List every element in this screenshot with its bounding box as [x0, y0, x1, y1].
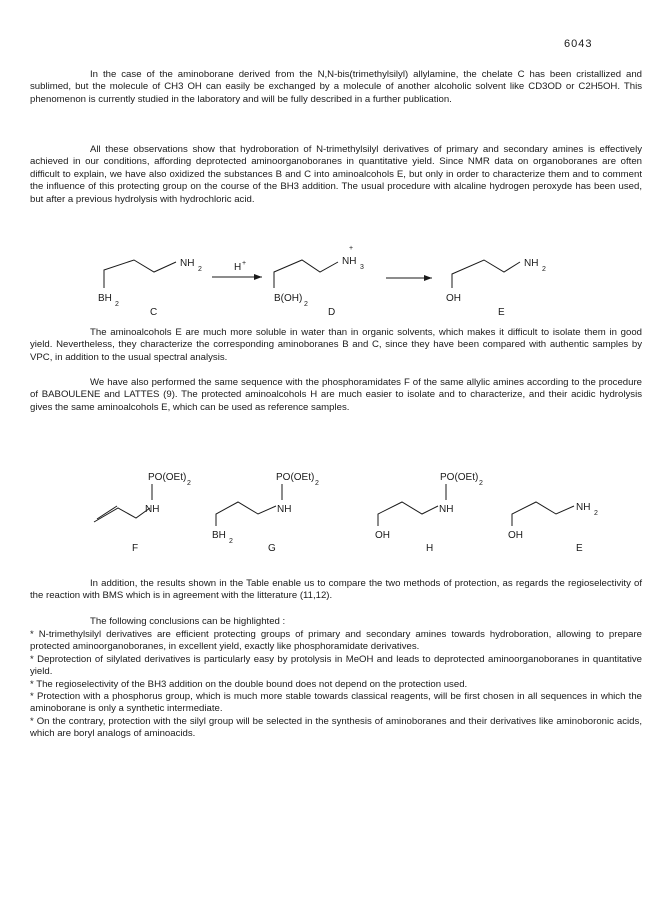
- c-boron-group: BH: [98, 293, 112, 304]
- paragraph-conclusions-intro: The following conclusions can be highlighted :: [90, 616, 286, 627]
- label-e-reference: E: [576, 543, 583, 554]
- label-d: D: [328, 307, 336, 318]
- conclusion-item: * Protection with a phosphorus group, which is much more stable towards classical reagents, will be first chosen in all sequences in which the aminoborane is only a synthetic intermediate.: [30, 691, 642, 716]
- arrowhead-2: [424, 275, 432, 281]
- e-ref-amine-group: NH: [576, 502, 591, 513]
- label-g: G: [268, 543, 276, 554]
- d-boron-group: B(OH): [274, 293, 303, 304]
- d-ammonium-charge: +: [349, 245, 354, 252]
- h-nh: NH: [439, 504, 454, 515]
- g-phosphoryl-group: PO(OEt): [276, 472, 315, 483]
- label-e: E: [498, 307, 505, 318]
- h-phosphoryl-subscript: 2: [479, 480, 483, 487]
- reagent-charge: +: [242, 260, 247, 267]
- g-phosphoryl-subscript: 2: [315, 480, 319, 487]
- structure-h: [378, 484, 446, 526]
- d-boron-subscript: 2: [304, 301, 308, 308]
- structure-e: [452, 260, 520, 288]
- g-boron-group: BH: [212, 530, 226, 541]
- e-amine-subscript: 2: [542, 266, 546, 273]
- structure-d: [274, 260, 338, 288]
- d-ammonium-subscript: 3: [360, 264, 364, 271]
- h-phosphoryl-group: PO(OEt): [440, 472, 479, 483]
- conclusion-item: * On the contrary, protection with the silyl group will be selected in the synthesis of aminoboranes and their derivatives like aminoboronic acids, which are boryl analogs of aminoacids.: [30, 716, 642, 741]
- paragraph-chelate: In the case of the aminoborane derived from the N,N-bis(trimethylsilyl) allylamine, the chelate C has been cristallized and sublimed, but the molecule of CH3 OH can easily be exchanged by a molecule of another alcoholic solvent like CD3OD or C2H5OH. This phenomenon is currently studied in the laboratory and will be fully described in a further publication.: [30, 69, 642, 105]
- e-amine-group: NH: [524, 258, 539, 269]
- reagent-acid: H: [234, 262, 242, 273]
- label-c: C: [150, 307, 158, 318]
- paragraph-phosphoramidates: We have also performed the same sequence with the phosphoramidates F of the same allylic amines according to the procedure of BABOULENE and LATTES (9). The protected aminoalcohols H are much easier to isolate and to characterize, and their acidic hydrolysis gives the same aminoalcohols E, which can be used as reference samples.: [30, 377, 642, 413]
- paragraph-observations: All these observations show that hydroboration of N-trimethylsilyl derivatives of primary and secondary amines is effectively achieved in our conditions, affording deprotected aminoorganoboranes in quantitative yield. Since NMR data on organoboranes are often difficult to explain, we have also oxidized the substances B and C into aminoalcohols E, but only in order to characterize them and to comment the influence of this protecting group on the course of the BH3 addition. The usual procedure with alcaline hydrogen peroxyde has been used, but after a previous hydrolysis with hydrochloric acid.: [30, 144, 642, 205]
- g-boron-subscript: 2: [229, 538, 233, 545]
- f-nh: NH: [145, 504, 160, 515]
- c-amine-group: NH: [180, 258, 195, 269]
- e-hydroxyl-group: OH: [446, 293, 461, 304]
- h-hydroxyl-group: OH: [375, 530, 390, 541]
- reaction-scheme-oxidation: [0, 232, 672, 322]
- c-boron-subscript: 2: [115, 301, 119, 308]
- structure-g: [216, 484, 282, 526]
- structure-c: [104, 260, 176, 288]
- reaction-scheme-phosphoramidates: [0, 470, 672, 560]
- page-number: 6043: [564, 38, 593, 50]
- structure-e-reference: [512, 502, 574, 526]
- conclusion-item: * N-trimethylsilyl derivatives are efficient protecting groups of primary and secondary amines towards hydroboration, allowing to prepare protected aminoorganoboranes, in excellent yield, exactly like phosphoramidate derivatives.: [30, 629, 642, 654]
- label-h: H: [426, 543, 434, 554]
- conclusion-item: * The regioselectivity of the BH3 addition on the double bound does not depend on the protection used.: [30, 679, 642, 691]
- conclusions-list: [30, 629, 642, 741]
- f-phosphoryl-subscript: 2: [187, 480, 191, 487]
- arrowhead-1: [254, 274, 262, 280]
- d-ammonium-group: NH: [342, 256, 357, 267]
- paragraph-aminoalcohols: The aminoalcohols E are much more soluble in water than in organic solvents, which makes it difficult to isolate them in good yield. Nevertheless, they characterize the corresponding aminoboranes B and C, since they have been compared with authentic samples by VPC, in addition to the usual spectral analysis.: [30, 327, 642, 363]
- g-nh: NH: [277, 504, 292, 515]
- conclusion-item: * Deprotection of silylated derivatives is particularly easy by protolysis in MeOH and leads to deprotected aminoorganoboranes in quantitative yield.: [30, 654, 642, 679]
- structure-f: [94, 484, 152, 522]
- paragraph-regioselectivity: In addition, the results shown in the Table enable us to compare the two methods of protection, as regards the regioselectivity of the reaction with BMS which is in agreement with the litterature (11,12).: [30, 578, 642, 602]
- c-amine-subscript: 2: [198, 266, 202, 273]
- e-ref-amine-subscript: 2: [594, 510, 598, 517]
- label-f: F: [132, 543, 139, 554]
- f-phosphoryl-group: PO(OEt): [148, 472, 187, 483]
- e-ref-hydroxyl-group: OH: [508, 530, 523, 541]
